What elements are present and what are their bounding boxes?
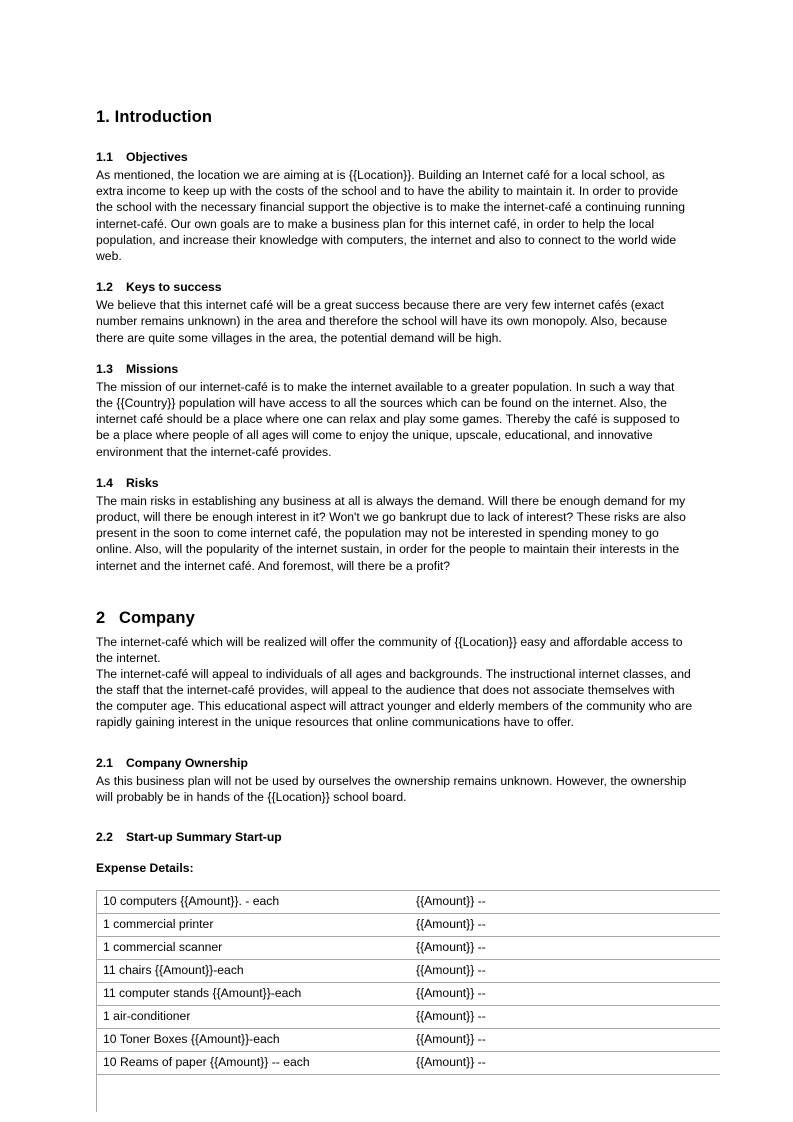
table-cell-amount: {{Amount}} --	[411, 1051, 720, 1074]
subsection-spacer-2	[96, 821, 694, 830]
table-cell-item: 11 computer stands {{Amount}}-each	[97, 982, 412, 1005]
table-cell-item: 10 Toner Boxes {{Amount}}-each	[97, 1028, 412, 1051]
table-row	[97, 1028, 721, 1051]
table-row	[97, 1051, 721, 1074]
heading-startup-summary-title: Start-up Summary Start-up	[126, 830, 282, 845]
table-cell-amount: {{Amount}} --	[411, 982, 720, 1005]
heading-keys-to-success-number: 1.2	[96, 279, 113, 294]
heading-keys-to-success-title: Keys to success	[126, 279, 222, 294]
table-cell-amount: {{Amount}} --	[411, 936, 720, 959]
heading-company-ownership-number: 2.1	[96, 755, 113, 770]
table-row	[97, 1005, 721, 1028]
heading-company-number: 2	[96, 608, 106, 627]
heading-missions-title: Missions	[126, 361, 179, 376]
expense-table-body	[97, 890, 721, 1112]
expense-spacer	[96, 847, 694, 861]
table-cell-item: 11 chairs {{Amount}}-each	[97, 959, 412, 982]
heading-objectives-title: Objectives	[126, 149, 188, 164]
heading-startup-summary	[96, 830, 694, 845]
paragraph-company-intro: The internet-café which will be realized will offer the community of {{Location}} easy and affordable access to the internet.	[96, 634, 683, 665]
heading-risks	[96, 476, 694, 491]
table-row	[97, 936, 721, 959]
heading-missions-number: 1.3	[96, 361, 113, 376]
table-cell-item: 1 commercial scanner	[97, 936, 412, 959]
subsection-spacer	[96, 747, 694, 756]
table-cell-amount: {{Amount}} --	[411, 913, 720, 936]
paragraph-objectives: As mentioned, the location we are aiming at is {{Location}}. Building an Internet café for a local school, as extra income to keep up with the costs of the school and to have the ability to maintain it. In order to provide the school with the necessary financial support the objective is to make the internet-café a continuing running internet-café. Our own goals are to make a business plan for this internet café, in order to help the local population, and increase their knowledge with computers, the internet and also to connect to the world wide web.	[96, 168, 685, 263]
table-cell-item: 10 computers {{Amount}}. - each	[97, 890, 412, 913]
expense-details-table	[96, 890, 720, 1112]
table-cell-item: 10 Reams of paper {{Amount}} -- each	[97, 1051, 412, 1074]
table-cell-amount: {{Amount}} --	[411, 1028, 720, 1051]
heading-keys-to-success	[96, 280, 694, 295]
heading-introduction	[96, 108, 694, 128]
table-row	[97, 890, 721, 913]
table-cell-amount: {{Amount}} --	[411, 1005, 720, 1028]
table-row	[97, 982, 721, 1005]
table-row	[97, 959, 721, 982]
table-cell-amount: {{Amount}} --	[411, 890, 720, 913]
table-row-empty	[97, 1074, 721, 1112]
heading-risks-number: 1.4	[96, 475, 113, 490]
heading-company-ownership	[96, 756, 694, 771]
table-cell-amount: {{Amount}} --	[411, 959, 720, 982]
heading-risks-title: Risks	[126, 475, 159, 490]
paragraph-risks: The main risks in establishing any business at all is always the demand. Will there be enough demand for my product, will there be enough interest in it? Won't we go bankrupt due to lack of interest? These risks are also present in the soon to come internet café, the population may not be interested in spending money to go online. Also, will the popularity of the internet sustain, in order for the people to maintain their interests in the internet and the internet café. And foremost, will there be a profit?	[96, 493, 686, 573]
heading-objectives	[96, 150, 694, 165]
paragraph-missions: The mission of our internet-café is to make the internet available to a greater population. In such a way that the {{Country}} population will have access to all the sources which can be found on the internet. Also, the internet café should be a place where one can relax and play some games. Thereby the café is supposed to be a place where people of all ages will come to enjoy the unique, upscale, educational, and innovative environment that the internet-café provides.	[96, 379, 680, 459]
heading-company-ownership-title: Company Ownership	[126, 755, 248, 770]
table-cell-item: 1 commercial printer	[97, 913, 412, 936]
heading-missions	[96, 362, 694, 377]
paragraph-company-ownership: As this business plan will not be used by ourselves the ownership remains unknown. However, the ownership will probably be in hands of the {{Location}} school board.	[96, 773, 687, 804]
paragraph-keys-to-success: We believe that this internet café will be a great success because there are very few internet cafés (exact number remains unknown) in the area and therefore the school will have its own monopoly. Also, because there are quite some villages in the area, the potential demand will be high.	[96, 298, 668, 345]
heading-company	[96, 609, 694, 629]
table-cell-item	[97, 1074, 412, 1112]
table-cell-amount	[411, 1074, 720, 1112]
heading-introduction-text: 1. Introduction	[96, 108, 213, 126]
expense-details-label: Expense Details:	[96, 861, 194, 876]
heading-objectives-number: 1.1	[96, 149, 113, 164]
table-row	[97, 913, 721, 936]
heading-company-title: Company	[119, 608, 195, 627]
paragraph-company-detail: The internet-café will appeal to individuals of all ages and backgrounds. The instructional internet classes, and the staff that the internet-café provides, will appeal to the audience that does not associate themselves with the computer age. This educational aspect will attract younger and elderly members of the community who are rapidly gaining interest in the unique resources that online communications have to offer.	[96, 666, 693, 730]
section-spacer	[96, 590, 694, 609]
heading-startup-summary-number: 2.2	[96, 830, 113, 845]
table-cell-item: 1 air-conditioner	[97, 1005, 412, 1028]
document-content	[96, 108, 694, 1112]
